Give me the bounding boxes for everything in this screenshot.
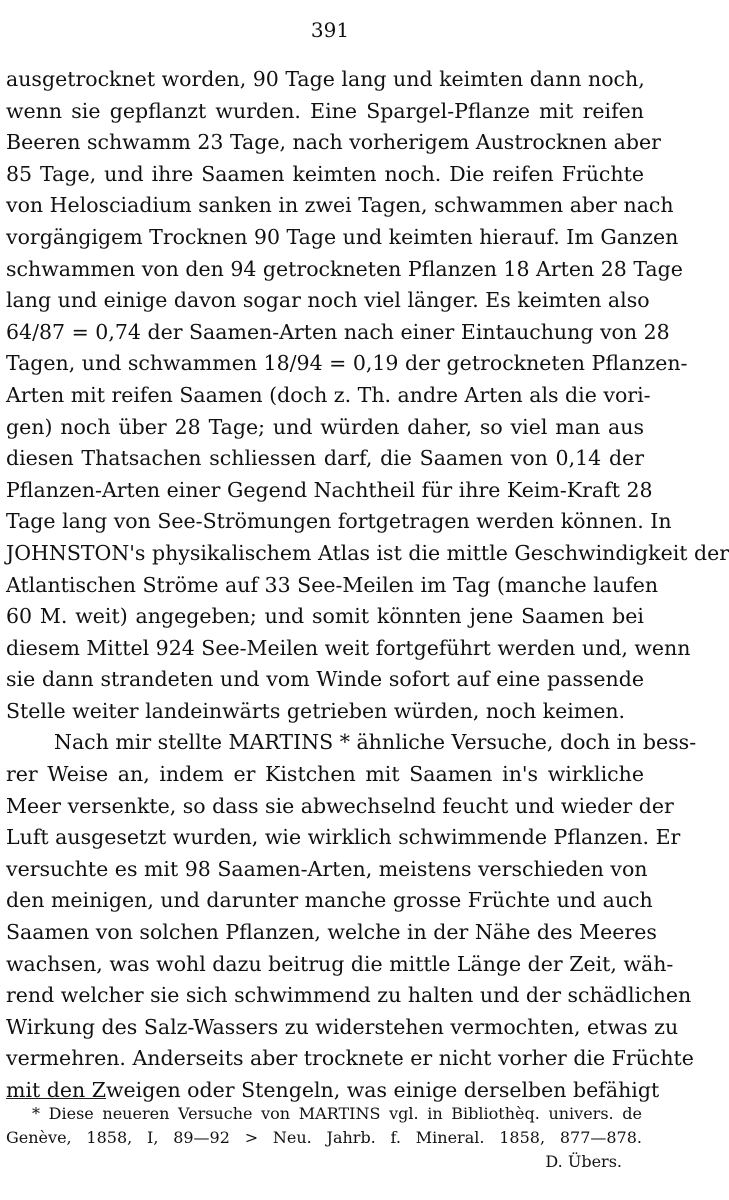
text-line: Tagen, und schwammen 18/94 = 0,19 der getrockneten Pflanzen- bbox=[6, 351, 688, 376]
text-line: mit den Zweigen oder Stengeln, was einige derselben befähigt bbox=[6, 1078, 660, 1102]
text-line: sie dann strandeten und vom Winde sofort auf eine passende bbox=[6, 667, 644, 692]
footnote-line: Genève, 1858, I, 89—92 > Neu. Jahrb. f. Mineral. 1858, 877—878. bbox=[6, 1128, 642, 1147]
text-line: vermehren. Anderseits aber trocknete er nicht vorher die Früchte bbox=[6, 1046, 694, 1071]
text-line: 64/87 = 0,74 der Saamen-Arten nach einer Eintauchung von 28 bbox=[6, 319, 670, 344]
paragraph-start-line: Nach mir stellte MARTINS * ähnliche Versuche, doch in bess- bbox=[54, 730, 697, 755]
text-line: JOHNSTON's physikalischem Atlas ist die mittle Geschwindigkeit der bbox=[6, 540, 729, 565]
text-line: diesem Mittel 924 See-Meilen weit fortgeführt werden und, wenn bbox=[6, 635, 691, 660]
text-line: rend welcher sie sich schwimmend zu halten und der schädlichen bbox=[6, 983, 692, 1008]
footnote-separator bbox=[6, 1098, 106, 1099]
text-line: von Helosciadium sanken in zwei Tagen, schwammen aber nach bbox=[6, 193, 674, 218]
page-number: 391 bbox=[310, 18, 350, 42]
text-line: den meinigen, und darunter manche grosse Früchte und auch bbox=[6, 888, 653, 913]
text-line: gen) noch über 28 Tage; und würden daher, so viel man aus bbox=[6, 414, 644, 439]
text-line: versuchte es mit 98 Saamen-Arten, meistens verschieden von bbox=[6, 856, 648, 881]
text-line: schwammen von den 94 getrockneten Pflanzen 18 Arten 28 Tage bbox=[6, 256, 683, 281]
body-text bbox=[6, 64, 729, 1107]
text-line: Arten mit reifen Saamen (doch z. Th. andre Arten als die vori- bbox=[6, 382, 651, 407]
text-line: Pflanzen-Arten einer Gegend Nachtheil für ihre Keim-Kraft 28 bbox=[6, 477, 653, 502]
text-line: diesen Thatsachen schliessen darf, die Saamen von 0,14 der bbox=[6, 446, 644, 471]
footnote-line: * Diese neueren Versuche von MARTINS vgl. in Bibliothèq. univers. de bbox=[32, 1104, 642, 1123]
text-line: 85 Tage, und ihre Saamen keimten noch. Die reifen Früchte bbox=[6, 161, 644, 186]
text-line: Atlantischen Ströme auf 33 See-Meilen im Tag (manche laufen bbox=[6, 572, 659, 597]
text-line: wenn sie gepflanzt wurden. Eine Spargel-Pflanze mit reifen bbox=[6, 98, 644, 123]
text-line: ausgetrocknet worden, 90 Tage lang und keimten dann noch, bbox=[6, 67, 645, 91]
text-line: rer Weise an, indem er Kistchen mit Saamen in's wirkliche bbox=[6, 762, 644, 787]
text-line: lang und einige davon sogar noch viel länger. Es keimten also bbox=[6, 288, 650, 313]
text-line: Beeren schwamm 23 Tage, nach vorherigem Austrocknen aber bbox=[6, 130, 661, 155]
text-line: 60 M. weit) angegeben; und somit könnten jene Saamen bei bbox=[6, 604, 644, 629]
text-line: Wirkung des Salz-Wassers zu widerstehen vermochten, etwas zu bbox=[6, 1014, 679, 1039]
text-line: Tage lang von See-Strömungen fortgetragen werden können. In bbox=[6, 509, 672, 534]
text-line: wachsen, was wohl dazu beitrug die mittle Länge der Zeit, wäh- bbox=[6, 951, 674, 976]
text-line: Stelle weiter landeinwärts getrieben würden, noch keimen. bbox=[6, 698, 626, 723]
translator-signature: D. Übers. bbox=[545, 1152, 622, 1171]
text-line: Luft ausgesetzt wurden, wie wirklich schwimmende Pflanzen. Er bbox=[6, 825, 681, 850]
text-line: vorgängigem Trocknen 90 Tage und keimten hierauf. Im Ganzen bbox=[6, 224, 679, 249]
text-line: Meer versenkte, so dass sie abwechselnd feucht und wieder der bbox=[6, 793, 674, 818]
text-line: Saamen von solchen Pflanzen, welche in der Nähe des Meeres bbox=[6, 920, 657, 945]
